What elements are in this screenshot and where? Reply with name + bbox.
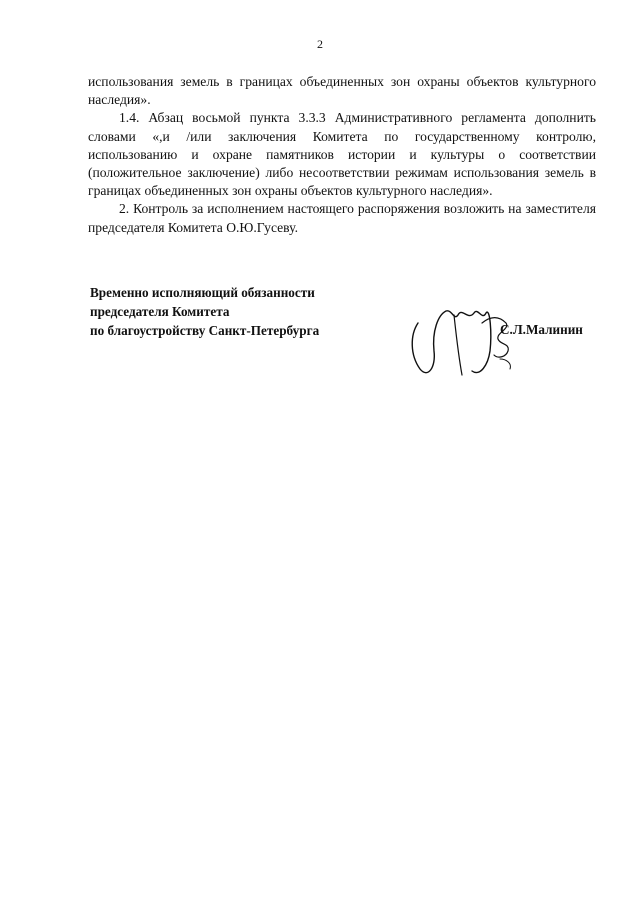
signer-title — [90, 283, 319, 340]
document-body — [88, 73, 596, 237]
page-number: 2 — [317, 37, 323, 51]
paragraph-continuation: использования земель в границах объединенных зон охраны объектов культурного наследия». — [88, 74, 596, 108]
signer-name: С.Л.Малинин — [500, 322, 583, 337]
signer-title-line-1: Временно исполняющий обязанности — [90, 285, 315, 300]
handwritten-signature-icon — [398, 293, 523, 383]
paragraph-2: 2. Контроль за исполнением настоящего распоряжения возложить на заместителя председателя Комитета О.Ю.Гусеву. — [88, 201, 596, 235]
signer-title-line-3: по благоустройству Санкт-Петербурга — [90, 323, 320, 338]
paragraph-1-4: 1.4. Абзац восьмой пункта 3.3.3 Административного регламента дополнить словами «,и /или заключения Комитета по государственному контролю, использованию и охране памятников истории и культуры о соответствии (положительное заключение) либо несоответствии режимам использования земель в границах объединенных зон охраны объектов культурного наследия». — [88, 110, 596, 199]
signer-title-line-2: председателя Комитета — [90, 304, 230, 319]
signature-block — [90, 283, 610, 383]
